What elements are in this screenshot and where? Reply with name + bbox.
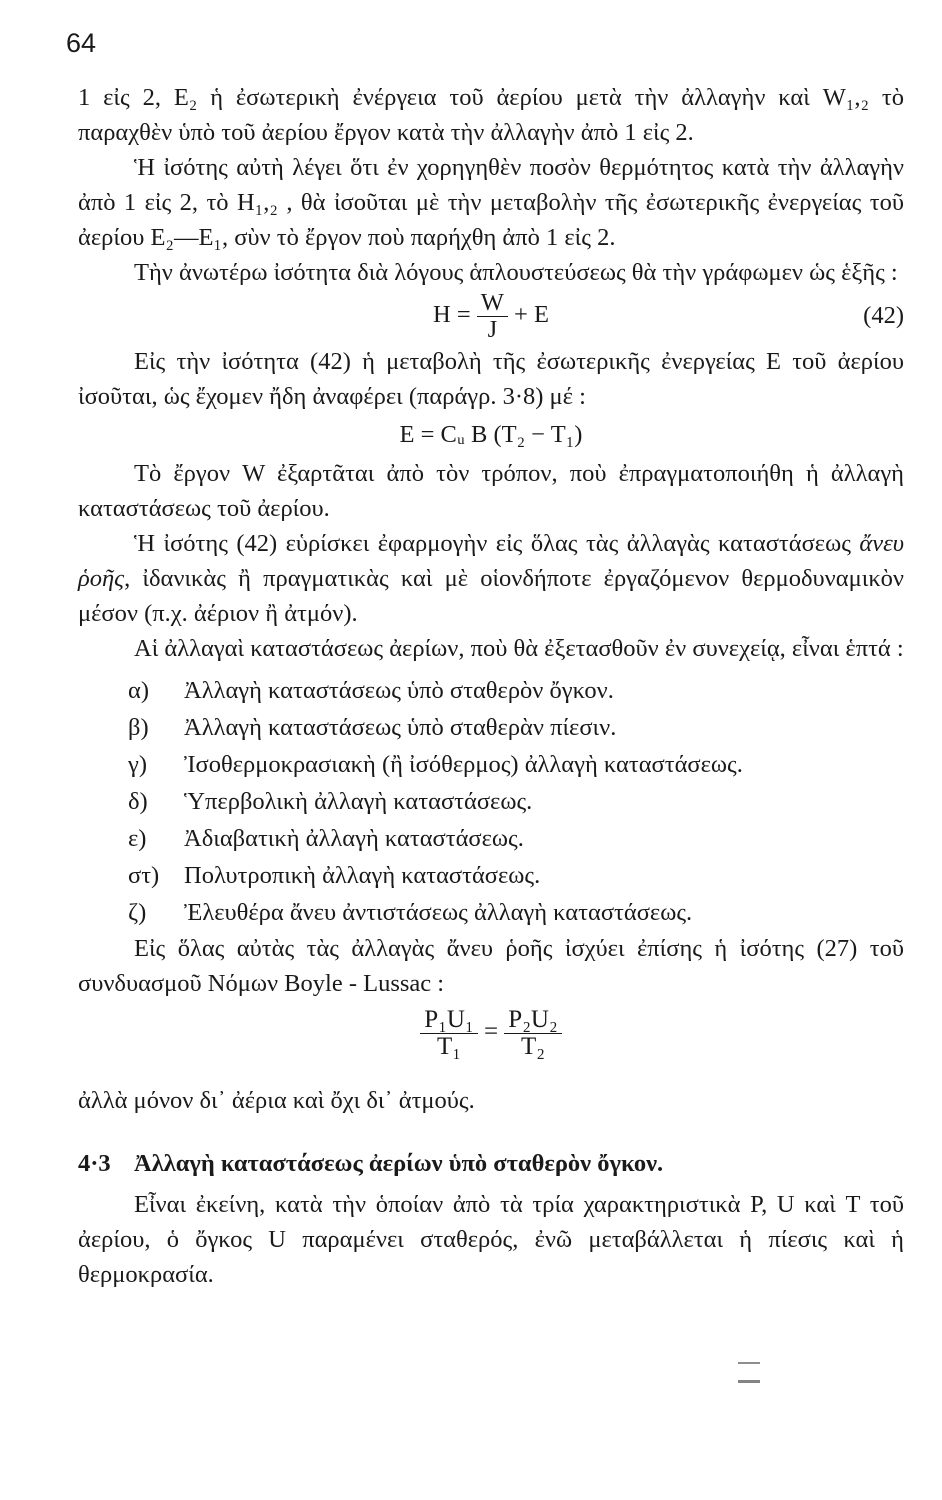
page-body [78,80,904,1292]
paragraph-4: Εἰς τὴν ἰσότητα (42) ἡ μεταβολὴ τῆς ἐσωτερικῆς ἐνεργείας E τοῦ ἀερίου ἰσοῦται, ὡς ἔχομεν ἤδη ἀναφέρει (παράγρ. 3·8) μέ : [78,348,904,410]
equation-27-denominator-1: T₁ [436,1033,461,1060]
paragraph-1: 1 εἰς 2, E₂ ἡ ἐσωτερικὴ ἐνέργεια τοῦ ἀερίου μετὰ τὴν ἀλλαγὴν καὶ W₁,₂ τὸ παραχθὲν ὑπὸ τοῦ ἀερίου ἔργον κατὰ τὴν ἀλλαγὴν ἀπὸ 1 εἰς 2. [78,84,904,146]
list-marker: ε) [128,825,147,852]
equation-42-lhs: H = [433,301,471,329]
paragraph-6-emphasis: ἄνευ ῥοῆς [78,530,904,592]
list-item [128,746,904,783]
equation-27-denominator-2: T₂ [520,1033,545,1060]
equation-27-numerator-2: P₂U₂ [504,1007,561,1034]
list-text: Πολυτροπικὴ ἀλλαγὴ καταστάσεως. [184,862,541,889]
list-text: Ἐλευθέρα ἄνευ ἀντιστάσεως ἀλλαγὴ καταστάσεως. [184,899,693,926]
list-text: Ἀλλαγὴ καταστάσεως ὑπὸ σταθερὰν πίεσιν. [184,714,617,741]
equation-27-left-fraction [420,1007,477,1060]
state-change-list [128,672,904,931]
paragraph-9: ἀλλὰ μόνον δι᾽ ἀέρια καὶ ὄχι δι᾽ ἀτμούς. [78,1087,475,1114]
list-marker: δ) [128,788,148,815]
list-item [128,709,904,746]
equation-27-numerator-1: P₁U₁ [420,1007,477,1034]
paragraph-7: Αἱ ἀλλαγαὶ καταστάσεως ἀερίων, ποὺ θὰ ἐξετασθοῦν ἐν συνεχείᾳ, εἶναι ἑπτά : [134,635,904,662]
paragraph-6 [78,526,904,631]
paragraph-8: Εἰς ὅλας αὐτὰς τὰς ἀλλαγὰς ἄνευ ῥοῆς ἰσχύει ἐπίσης ἡ ἰσότης (27) τοῦ συνδυασμοῦ Νόμων Boyle - Lussac : [78,935,904,997]
page-number: 64 [66,28,97,58]
list-marker: α) [128,677,149,704]
equation-42 [78,290,904,344]
list-marker: β) [128,714,149,741]
equation-27 [78,1001,904,1083]
section-title: Ἀλλαγὴ καταστάσεως ἀερίων ὑπὸ σταθερὸν ὄγκον. [134,1150,664,1177]
list-text: Ἰσοθερμοκρασιακὴ (ἢ ἰσόθερμος) ἀλλαγὴ καταστάσεως. [184,751,743,778]
list-item [128,672,904,709]
equation-27-equals: = [483,1018,499,1046]
paragraph-5: Τὸ ἔργον W ἐξαρτᾶται ἀπὸ τὸν τρόπον, ποὺ ἐπραγματοποιήθη ἡ ἀλλαγὴ καταστάσεως τοῦ ἀερίου. [78,460,904,522]
list-marker: ζ) [128,899,147,926]
paragraph-3: Τὴν ἀνωτέρω ἰσότητα διὰ λόγους ἁπλουστεύσεως θὰ τὴν γράφωμεν ὡς ἑξῆς : [134,259,898,286]
equation-42-numerator: W [477,290,508,317]
equation-42-rhs: + E [514,301,549,329]
list-item [128,820,904,857]
list-item [128,894,904,931]
stray-print-mark [738,1362,760,1383]
equation-42-fraction [477,290,508,343]
list-text: Ἀλλαγὴ καταστάσεως ὑπὸ σταθερὸν ὄγκον. [184,677,614,704]
paragraph-2: Ἡ ἰσότης αὐτὴ λέγει ὅτι ἐν χορηγηθὲν ποσὸν θερμότητος κατὰ τὴν ἀλλαγὴν ἀπὸ 1 εἰς 2, τὸ H₁,₂ , θὰ ἰσοῦται μὲ τὴν μεταβολὴν τῆς ἐσωτερικῆς ἐνεργείας τοῦ ἀερίου E₂—E₁, σὺν τὸ ἔργον ποὺ παρήχθη ἀπὸ 1 εἰς 2. [78,154,904,251]
list-text: Ὑπερβολικὴ ἀλλαγὴ καταστάσεως. [184,788,533,815]
list-text: Ἀδιαβατικὴ ἀλλαγὴ καταστάσεως. [184,825,524,852]
list-marker: γ) [128,751,147,778]
equation-27-right-fraction [504,1007,561,1060]
section-heading [78,1146,904,1181]
paragraph-10: Εἶναι ἐκείνη, κατὰ τὴν ὁποίαν ἀπὸ τὰ τρία χαρακτηριστικὰ P, U καὶ T τοῦ ἀερίου, ὁ ὄγκος U παραμένει σταθερός, ἐνῶ μεταβάλλεται ἡ πίεσις καὶ ἡ θερμοκρασία. [78,1191,904,1288]
list-item [128,857,904,894]
list-item [128,783,904,820]
equation-internal-energy: E = Cᵤ B (T₂ − T₁) [399,421,583,448]
paragraph-6-start: Ἡ ἰσότης (42) εὑρίσκει ἐφαρμογὴν εἰς ὅλας τὰς ἀλλαγὰς καταστάσεως [134,530,851,557]
equation-42-label: (42) [863,302,904,329]
paragraph-6-end: , ἰδανικὰς ἢ πραγματικὰς καὶ μὲ οἱονδήποτε ἐργαζόμενον θερμοδυναμικὸν μέσον (π.χ. ἀέριον ἢ ἀτμόν). [78,565,904,627]
equation-42-denominator: J [487,316,498,343]
section-number: 4·3 [78,1150,111,1177]
list-marker: στ) [128,862,160,889]
